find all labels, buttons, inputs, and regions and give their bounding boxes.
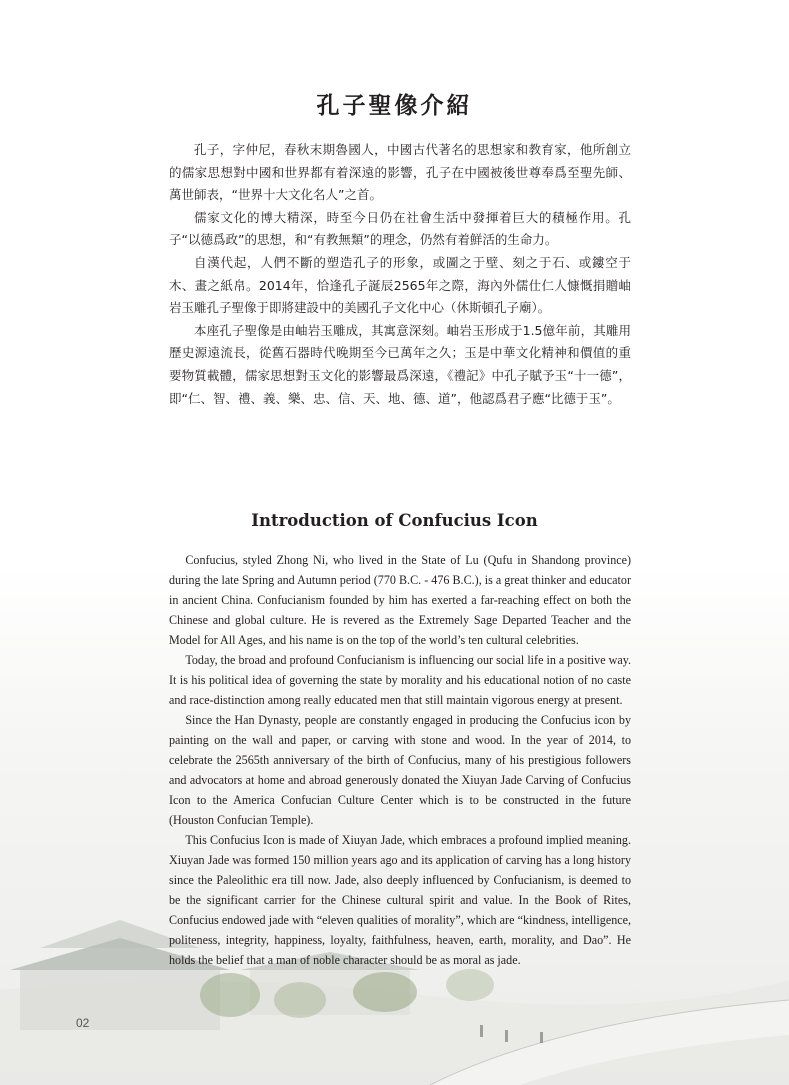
chinese-paragraph: 本座孔子聖像是由岫岩玉雕成，其寓意深刻。岫岩玉形成于1.5億年前，其雕用歷史源遠流長，從舊石器時代晚期至今已萬年之久；玉是中華文化精神和價值的重要物質載體，儒家思想對玉文化的影響最爲深遠，《禮記》中孔子賦予玉“十一德”，即“仁、智、禮、義、樂、忠、信、天、地、德、道”，他認爲君子應“比德于玉”。 bbox=[169, 322, 631, 406]
chinese-paragraph: 孔子，字仲尼，春秋末期魯國人，中國古代著名的思想家和教育家，他所創立的儒家思想對中國和世界都有着深遠的影響，孔子在中國被後世尊奉爲至聖先師、萬世師表，“世界十大文化名人”之首。 bbox=[169, 142, 631, 203]
chinese-paragraph: 自漢代起，人們不斷的塑造孔子的形象，或圖之于壁、刻之于石、或鏤空于木、畫之紙帛。2014年，恰逢孔子誕辰2565年之際，海內外儒仕仁人慷慨捐贈岫岩玉雕孔子聖像于即將建設中的美國孔子文化中心（休斯頓孔子廟）。 bbox=[169, 254, 631, 316]
english-body bbox=[169, 550, 631, 970]
page-title-english: Introduction of Confucius Icon bbox=[251, 511, 538, 530]
chinese-body bbox=[169, 139, 631, 410]
english-paragraph: This Confucius Icon is made of Xiuyan Jade, which embraces a profound implied meaning. Xiuyan Jade was formed 150 million years ago and its application of carving has a long history since the Paleolithic era till now. Jade, also deeply influenced by Confucianism, is deemed to be the significant carrier for the Chinese cultural spirit and value. In the Book of Rites, Confucius endowed jade with “eleven qualities of morality”, which are “kindness, intelligence, politeness, integrity, happiness, loyalty, faithfulness, heaven, earth, morality, and Dao”. He holds the belief that a man of noble character should be as moral as jade. bbox=[169, 833, 631, 967]
chinese-paragraph: 儒家文化的博大精深，時至今日仍在社會生活中發揮着巨大的積極作用。孔子“以德爲政”的思想，和“有教無類”的理念，仍然有着鮮活的生命力。 bbox=[169, 209, 631, 248]
page-number: 02 bbox=[76, 1016, 90, 1030]
page-title-chinese: 孔子聖像介紹 bbox=[316, 92, 473, 119]
english-paragraph: Today, the broad and profound Confucianism is influencing our social life in a positive way. It is his political idea of governing the state by morality and his educational notion of no caste and race-distinction among really educated men that still maintain vigorous energy at present. bbox=[169, 653, 631, 707]
english-paragraph: Since the Han Dynasty, people are constantly engaged in producing the Confucius icon by painting on the wall and paper, or carving with stone and wood. In the year of 2014, to celebrate the 2565th anniversary of the birth of Confucius, many of his prestigious followers and advocators at home and abroad generously donated the Xiuyan Jade Carving of Confucius Icon to the America Confucian Culture Center which is to be constructed in the future (Houston Confucian Temple). bbox=[169, 713, 631, 827]
english-paragraph: Confucius, styled Zhong Ni, who lived in the State of Lu (Qufu in Shandong province) during the late Spring and Autumn period (770 B.C. - 476 B.C.), is a great thinker and educator in ancient China. Confucianism founded by him has exerted a far-reaching effect on both the Chinese and global culture. He is revered as the Extremely Sage Departed Teacher and the Model for All Ages, and his name is on the top of the world’s ten cultural celebrities. bbox=[169, 553, 631, 647]
